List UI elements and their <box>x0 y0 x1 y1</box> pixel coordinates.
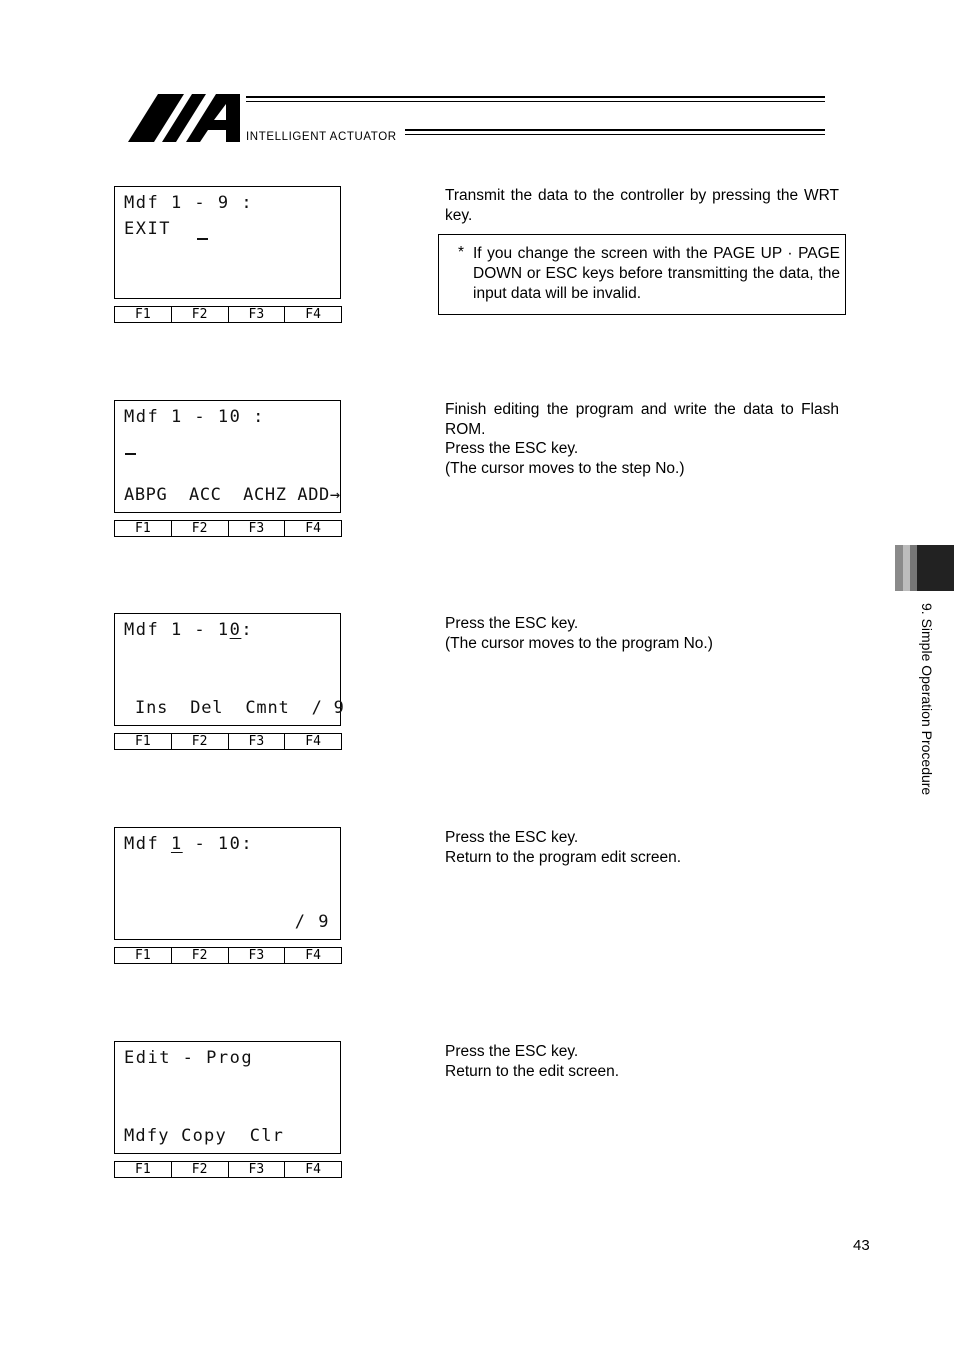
lcd-line: ABPG ACC ACHZ ADD→ <box>124 485 341 505</box>
note-marker: * <box>458 244 465 261</box>
step-description-1 <box>445 186 839 225</box>
description-line: Press the ESC key. <box>445 615 579 632</box>
description-line: (The cursor moves to the program No.) <box>445 634 713 652</box>
description-line: Press the ESC key. <box>445 440 579 457</box>
fkey-f2[interactable]: F2 <box>172 734 229 749</box>
function-keys-2 <box>114 520 342 537</box>
lcd-screen-3 <box>114 613 345 726</box>
fkey-f4[interactable]: F4 <box>305 307 321 322</box>
fkey-f1[interactable]: F1 <box>115 307 172 322</box>
lcd-cursor-char: 0 <box>229 620 242 640</box>
fkey-f1[interactable]: F1 <box>115 734 172 749</box>
lcd-screen-5 <box>114 1041 341 1154</box>
description-line: Transmit the data to the controller by pressing the WRT key. <box>445 187 839 224</box>
fkey-f3[interactable]: F3 <box>229 521 286 536</box>
lcd-line: Mdfy Copy Clr <box>124 1126 285 1146</box>
description-line: (The cursor moves to the step No.) <box>445 459 685 477</box>
brand-text: INTELLIGENT ACTUATOR <box>246 131 397 143</box>
lcd-line <box>124 620 253 640</box>
description-line: Press the ESC key. <box>445 829 579 846</box>
fkey-f3[interactable]: F3 <box>229 1162 286 1177</box>
step-description-2 <box>445 400 839 478</box>
function-keys-3 <box>114 733 342 750</box>
lcd-screen-1 <box>114 186 341 299</box>
header-rule-top-thin <box>246 101 825 102</box>
fkey-f3[interactable]: F3 <box>229 307 286 322</box>
description-line: Return to the edit screen. <box>445 1062 620 1080</box>
lcd-text: - 10: <box>182 834 254 854</box>
lcd-line: / 9 <box>294 912 330 932</box>
lcd-screen-4 <box>114 827 341 940</box>
lcd-text: Mdf <box>124 834 171 854</box>
tab-stripe <box>903 545 910 591</box>
fkey-f3[interactable]: F3 <box>229 734 286 749</box>
fkey-f1[interactable]: F1 <box>115 948 172 963</box>
function-keys-4 <box>114 947 342 964</box>
fkey-f2[interactable]: F2 <box>172 307 229 322</box>
tab-stripe <box>910 545 917 591</box>
tab-stripe <box>895 545 903 591</box>
lcd-screen-2 <box>114 400 341 513</box>
lcd-text: : <box>241 620 254 640</box>
header-rule-bottom-thin <box>405 134 825 135</box>
function-keys-1 <box>114 306 342 323</box>
fkey-f1[interactable]: F1 <box>115 1162 172 1177</box>
lcd-line <box>124 834 253 854</box>
iai-logo <box>128 92 244 144</box>
lcd-line: Mdf 1 - 9 : <box>124 193 254 213</box>
fkey-f2[interactable]: F2 <box>172 948 229 963</box>
fkey-f4[interactable]: F4 <box>305 948 321 963</box>
lcd-cursor <box>125 453 136 455</box>
fkey-f2[interactable]: F2 <box>172 1162 229 1177</box>
header-rule-top <box>246 96 825 98</box>
fkey-f3[interactable]: F3 <box>229 948 286 963</box>
chapter-tab <box>895 545 954 591</box>
lcd-line: EXIT <box>124 219 171 239</box>
fkey-f4[interactable]: F4 <box>305 1162 321 1177</box>
warning-note <box>438 234 846 315</box>
description-line: Press the ESC key. <box>445 1043 579 1060</box>
lcd-cursor <box>197 238 208 240</box>
description-line: Finish editing the program and write the data to Flash ROM. <box>445 401 839 438</box>
lcd-line: Edit - Prog <box>124 1048 254 1068</box>
fkey-f1[interactable]: F1 <box>115 521 172 536</box>
description-line: Return to the program edit screen. <box>445 848 682 866</box>
fkey-f2[interactable]: F2 <box>172 521 229 536</box>
header-rule-bottom <box>405 129 825 131</box>
lcd-line: Ins Del Cmnt / 9 <box>124 698 345 718</box>
lcd-text: Mdf 1 - 1 <box>124 620 230 640</box>
page-number: 43 <box>853 1237 870 1254</box>
step-description-4 <box>445 828 839 867</box>
lcd-line: Mdf 1 - 10 : <box>124 407 265 427</box>
note-text: If you change the screen with the PAGE UP · PAGE DOWN or ESC keys before transmitting the data, the input data will be invalid. <box>473 245 840 302</box>
lcd-cursor-char: 1 <box>170 834 183 854</box>
fkey-f4[interactable]: F4 <box>305 521 321 536</box>
fkey-f4[interactable]: F4 <box>305 734 321 749</box>
tab-block <box>917 545 954 591</box>
step-description-5 <box>445 1042 839 1081</box>
chapter-label: 9. Simple Operation Procedure <box>919 603 935 796</box>
step-description-3 <box>445 614 839 653</box>
function-keys-5 <box>114 1161 342 1178</box>
